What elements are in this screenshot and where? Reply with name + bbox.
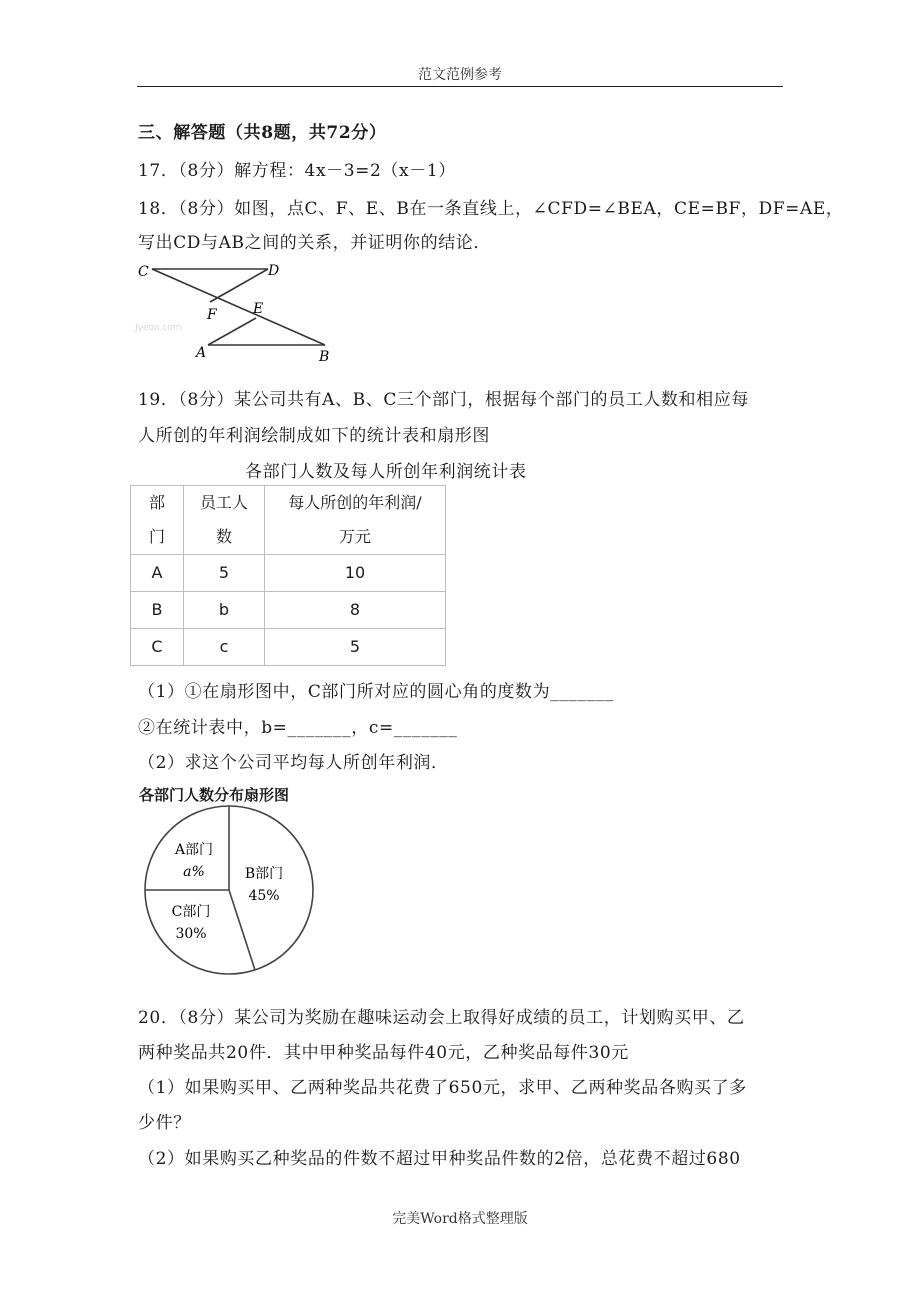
label-d: D [268, 263, 280, 279]
header-dept-line2: 门 [148, 527, 165, 546]
table-cell: c [184, 629, 265, 666]
q19-line1: 19．（8分）某公司共有A、B、C三个部门，根据每个部门的员工人数和相应每 [138, 390, 749, 410]
table-row [131, 592, 446, 629]
page-header: 范文范例参考 [418, 67, 502, 83]
stats-table [130, 485, 446, 666]
pie-slice-name: B部门 [244, 866, 284, 882]
pie-slice-name: A部门 [174, 842, 214, 858]
q20-sub1a: （1）如果购买甲、乙两种奖品共花费了650元，求甲、乙两种奖品各购买了多 [138, 1078, 747, 1098]
table-cell: B [131, 592, 184, 629]
label-c: C [138, 264, 149, 280]
q20-sub1b: 少件？ [138, 1113, 191, 1133]
q20-sub2: （2）如果购买乙种奖品的件数不超过甲种奖品件数的2倍，总花费不超过680 [138, 1149, 741, 1169]
table-cell: b [184, 592, 265, 629]
q20-line2: 两种奖品共20件．其中甲种奖品每件40元，乙种奖品每件30元 [138, 1043, 629, 1063]
table-cell: 5 [265, 629, 446, 666]
pie-slice-value: a% [183, 864, 205, 880]
label-a: A [196, 345, 207, 361]
header-divider [137, 86, 783, 87]
header-profit-line1: 每人所创的年利润/ [288, 493, 422, 512]
q20-line1: 20．（8分）某公司为奖励在趣味运动会上取得好成绩的员工，计划购买甲、乙 [138, 1008, 745, 1028]
table-header-row [131, 486, 446, 555]
pie-slice-value: 45% [248, 888, 280, 904]
table-cell: 8 [265, 592, 446, 629]
label-b: B [319, 349, 330, 365]
pie-slice-value: 30% [175, 926, 207, 942]
table-cell: 5 [184, 555, 265, 592]
table-title: 各部门人数及每人所创年利润统计表 [245, 462, 527, 482]
q19-line2: 人所创的年利润绘制成如下的统计表和扇形图 [138, 426, 490, 446]
q19-sub1b: ②在统计表中，b=_______，c=_______ [138, 718, 458, 738]
table-header-cell [184, 486, 265, 555]
q17-text: 17．（8分）解方程：4x－3=2（x－1） [138, 161, 456, 181]
q18-geometry-figure [130, 258, 350, 368]
page-footer: 完美Word格式整理版 [392, 1211, 528, 1227]
label-f: F [207, 307, 217, 323]
line-fd [210, 269, 268, 302]
table-header-cell [131, 486, 184, 555]
table-cell: 10 [265, 555, 446, 592]
header-staff-line1: 员工人 [199, 493, 248, 512]
line-cb [152, 269, 325, 345]
section-title: 三、解答题（共8题，共72分） [138, 123, 387, 143]
table-row [131, 629, 446, 666]
table-row [131, 555, 446, 592]
q18-line1: 18．（8分）如图，点C、F、E、B在一条直线上，∠CFD=∠BEA，CE=BF，DF=AE， [138, 199, 844, 219]
q19-sub2: （2）求这个公司平均每人所创年利润． [138, 753, 449, 773]
pie-slice-name: C部门 [171, 904, 211, 920]
table-cell: A [131, 555, 184, 592]
table-header-cell [265, 486, 446, 555]
header-dept-line1: 部 [148, 493, 165, 512]
pie-title: 各部门人数分布扇形图 [139, 786, 290, 804]
q18-line2: 写出CD与AB之间的关系，并证明你的结论． [138, 233, 492, 253]
header-staff-line2: 数 [215, 527, 232, 546]
q19-sub1a: （1）①在扇形图中，C部门所对应的圆心角的度数为_______ [138, 682, 614, 702]
table-cell: C [131, 629, 184, 666]
label-e: E [253, 301, 264, 317]
pie-chart [136, 804, 326, 982]
header-profit-line2: 万元 [338, 527, 371, 546]
watermark: Jyeoo.com [135, 323, 182, 333]
